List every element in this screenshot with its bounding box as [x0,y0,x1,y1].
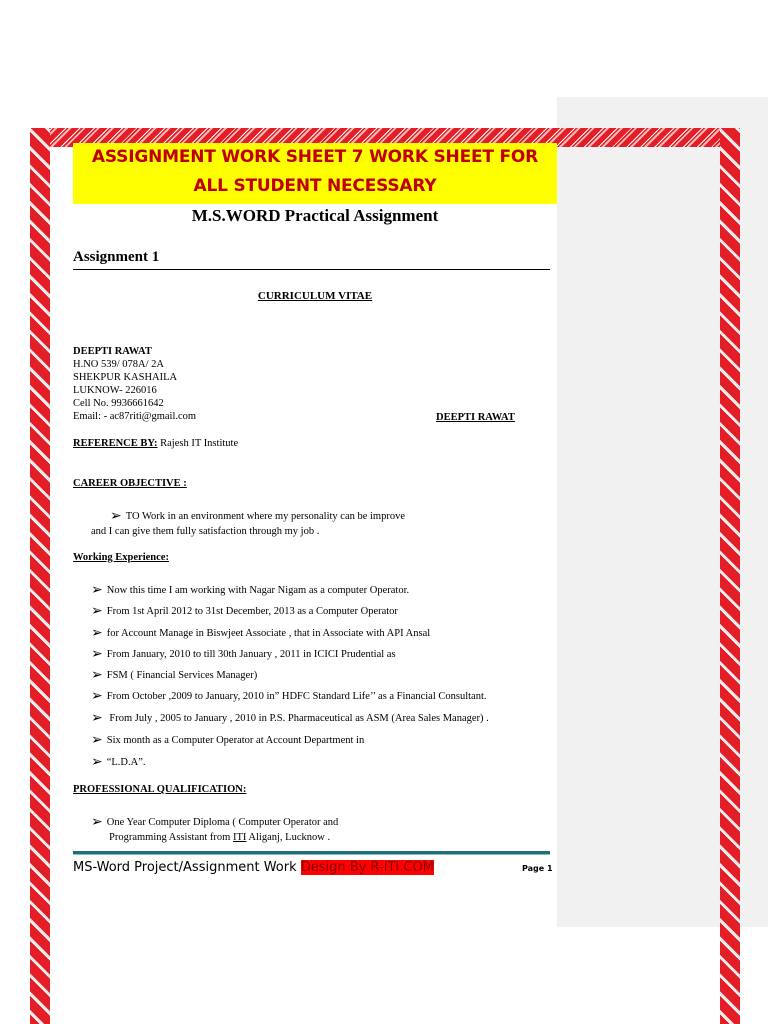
qualification-text-1: One Year Computer Diploma ( Computer Operator and [106,817,339,828]
experience-item-text: From October ,2009 to January, 2010 in” HDFC Standard Life’’ as a Financial Consultant. [106,691,487,702]
footer-label: MS-Word Project/Assignment Work [73,860,301,875]
page-number: Page 1 [522,864,553,873]
arrow-bullet-icon: ➢ [91,603,103,619]
page-border-right [720,128,740,1024]
experience-item-text: FSM ( Financial Services Manager) [106,670,258,681]
professional-qualification-label: PROFESSIONAL QUALIFICATION: [73,784,247,795]
footer-rule [73,851,550,855]
experience-item [91,756,146,769]
experience-item [91,734,364,747]
contact-email: Email: - ac87riti@gmail.com [73,411,197,422]
arrow-bullet-icon: ➢ [91,582,103,598]
contact-name: DEEPTI RAWAT [73,346,152,357]
working-experience-label: Working Experience: [73,552,169,563]
reference-value: Rajesh IT Institute [160,438,239,449]
qualification-text-2: Programming Assistant from [109,832,233,843]
experience-item [91,690,487,703]
arrow-bullet-icon: ➢ [110,508,122,524]
contact-address-2: SHEKPUR KASHAILA [73,372,178,383]
reference-line [73,437,238,450]
qualification-line-2 [109,831,330,844]
banner-line-2: ALL STUDENT NECESSARY [193,176,437,196]
arrow-bullet-icon: ➢ [91,646,103,662]
arrow-bullet-icon: ➢ [91,732,103,748]
experience-item-text: From January, 2010 to till 30th January , 2011 in ICICI Prudential as [106,649,396,660]
experience-item [91,669,257,682]
experience-item-text: Six month as a Computer Operator at Account Department in [106,735,365,746]
arrow-bullet-icon: ➢ [91,688,103,704]
contact-address-1: H.NO 539/ 078A/ 2A [73,359,164,370]
career-objective-label: CAREER OBJECTIVE : [73,478,187,489]
arrow-bullet-icon: ➢ [91,754,103,770]
experience-item [91,712,489,725]
document-title: M.S.WORD Practical Assignment [191,206,439,225]
qualification-iti: ITI [232,832,247,843]
experience-item [91,648,396,661]
contact-address-3: LUKNOW- 226016 [73,385,157,396]
career-objective-line-1 [110,510,405,523]
experience-item-text: for Account Manage in Biswjeet Associate , that in Associate with API Ansal [106,628,431,639]
experience-item-text: “L.D.A”. [106,757,146,768]
cv-title: CURRICULUM VITAE [257,290,373,302]
experience-item-text: From July , 2005 to January , 2010 in P.S. Pharmaceutical as ASM (Area Sales Manager) . [106,713,489,724]
footer-highlight: Design By R-ITI.COM [300,860,434,875]
arrow-bullet-icon: ➢ [91,710,103,726]
career-objective-line-2: and I can give them fully satisfaction through my job . [91,526,320,537]
contact-name-right: DEEPTI RAWAT [436,412,515,423]
qualification-text-3: Aliganj, Lucknow . [246,832,331,843]
experience-item [91,584,409,597]
assignment-heading: Assignment 1 [73,247,550,270]
banner-heading [73,143,557,204]
arrow-bullet-icon: ➢ [91,667,103,683]
arrow-bullet-icon: ➢ [91,814,103,830]
career-objective-text-1: TO Work in an environment where my personality can be improve [125,511,406,522]
banner-line-1: ASSIGNMENT WORK SHEET 7 WORK SHEET FOR [91,147,539,167]
footer-text [73,859,434,877]
page-border-left [30,128,50,1024]
arrow-bullet-icon: ➢ [91,625,103,641]
experience-item [91,627,430,640]
experience-item-text: From 1st April 2012 to 31st December, 2013 as a Computer Operator [106,606,398,617]
contact-cell: Cell No. 9936661642 [73,398,164,409]
experience-item-text: Now this time I am working with Nagar Nigam as a computer Operator. [106,585,410,596]
reference-label: REFERENCE BY: [73,438,158,449]
qualification-line-1 [91,816,338,829]
experience-item [91,605,398,618]
